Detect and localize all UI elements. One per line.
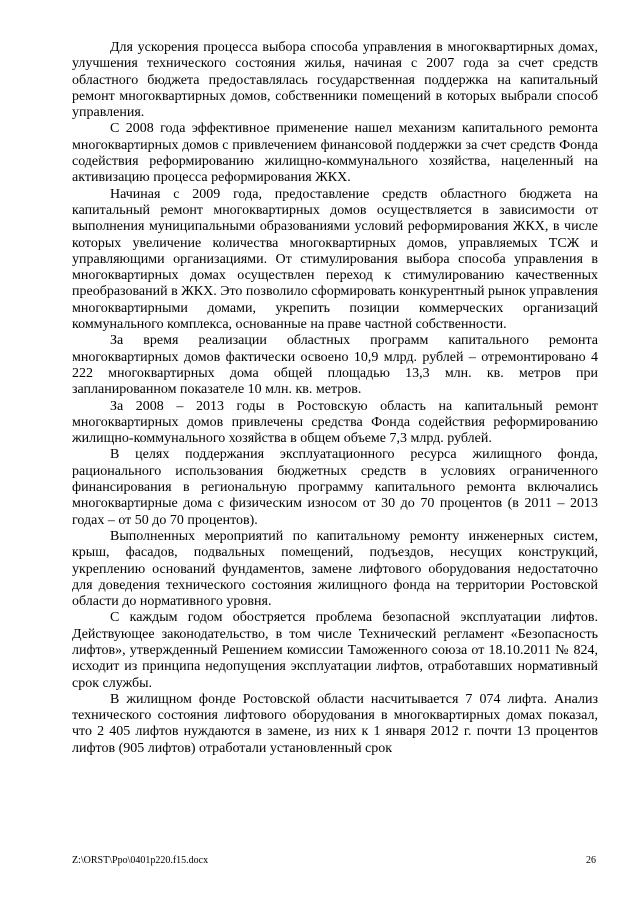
paragraph-1: Для ускорения процесса выбора способа управления в многоквартирных домах, улучшения технического состояния жилья, начиная с 2007 года за счет средств областного бюджета предоставлялась государственная поддержка на капитальный ремонт многоквартирных домов, собственники помещений в которых выбрали способ управления. (72, 40, 598, 121)
paragraph-8: С каждым годом обостряется проблема безопасной эксплуатации лифтов. Действующее законодательство, в том числе Технический регламент «Безопасность лифтов», утвержденный Решением комиссии Таможенного союза от 18.10.2011 № 824, исходит из принципа недопущения эксплуатации лифтов, отработавших нормативный срок службы. (72, 610, 598, 691)
paragraph-2: С 2008 года эффективное применение нашел механизм капитального ремонта многоквартирных домов с привлечением финансовой поддержки за счет средств Фонда содействия реформированию жилищно-коммунального хозяйства, нацеленный на активизацию процесса реформирования ЖКХ. (72, 121, 598, 186)
paragraph-3: Начиная с 2009 года, предоставление средств областного бюджета на капитальный ремонт многоквартирных домов осуществляется в зависимости от выполнения муниципальными образованиями условий реформирования ЖКХ, в числе которых увеличение количества многоквартирных домов, управляемых ТСЖ и управляющими организациями. От стимулирования выбора способа управления в многоквартирных домах осуществлен переход к стимулированию качественных преобразований в ЖКХ. Это позволило сформировать конкурентный рынок управления многоквартирными домами, укрепить позиции коммерческих организаций коммунального комплекса, основанные на праве частной собственности. (72, 186, 598, 333)
paragraph-4: За время реализации областных программ капитального ремонта многоквартирных домов фактически освоено 10,9 млрд. рублей – отремонтировано 4 222 многоквартирных дома общей площадью 13,3 млн. кв. метров при запланированном показателе 10 млн. кв. метров. (72, 333, 598, 398)
footer-page-number: 26 (586, 855, 596, 866)
paragraph-7: Выполненных мероприятий по капитальному ремонту инженерных систем, крыш, фасадов, подвальных помещений, подъездов, несущих конструкций, укреплению оснований фундаментов, замене лифтового оборудования недостаточно для доведения технического состояния жилищного фонда на территории Ростовской области до нормативного уровня. (72, 528, 598, 610)
paragraph-6: В целях поддержания эксплуатационного ресурса жилищного фонда, рационального использования бюджетных средств в условиях ограниченного финансирования в региональную программу капитального ремонта включались многоквартирные дома с физическим износом от 30 до 70 процентов (в 2011 – 2013 годах – от 50 до 70 процентов). (72, 447, 598, 528)
paragraph-5: За 2008 – 2013 годы в Ростовскую область на капитальный ремонт многоквартирных домов привлечены средства Фонда содействия реформированию жилищно-коммунального хозяйства в общем объеме 7,3 млрд. рублей. (72, 398, 598, 447)
footer-file-path: Z:\ORST\Ppo\0401p220.f15.docx (72, 855, 209, 866)
paragraph-9: В жилищном фонде Ростовской области насчитывается 7 074 лифта. Анализ технического состояния лифтового оборудования в многоквартирных домах показал, что 2 405 лифтов нуждаются в замене, из них к 1 января 2012 г. почти 13 процентов лифтов (905 лифтов) отработали установленный срок (72, 691, 598, 756)
body-text (72, 40, 598, 757)
